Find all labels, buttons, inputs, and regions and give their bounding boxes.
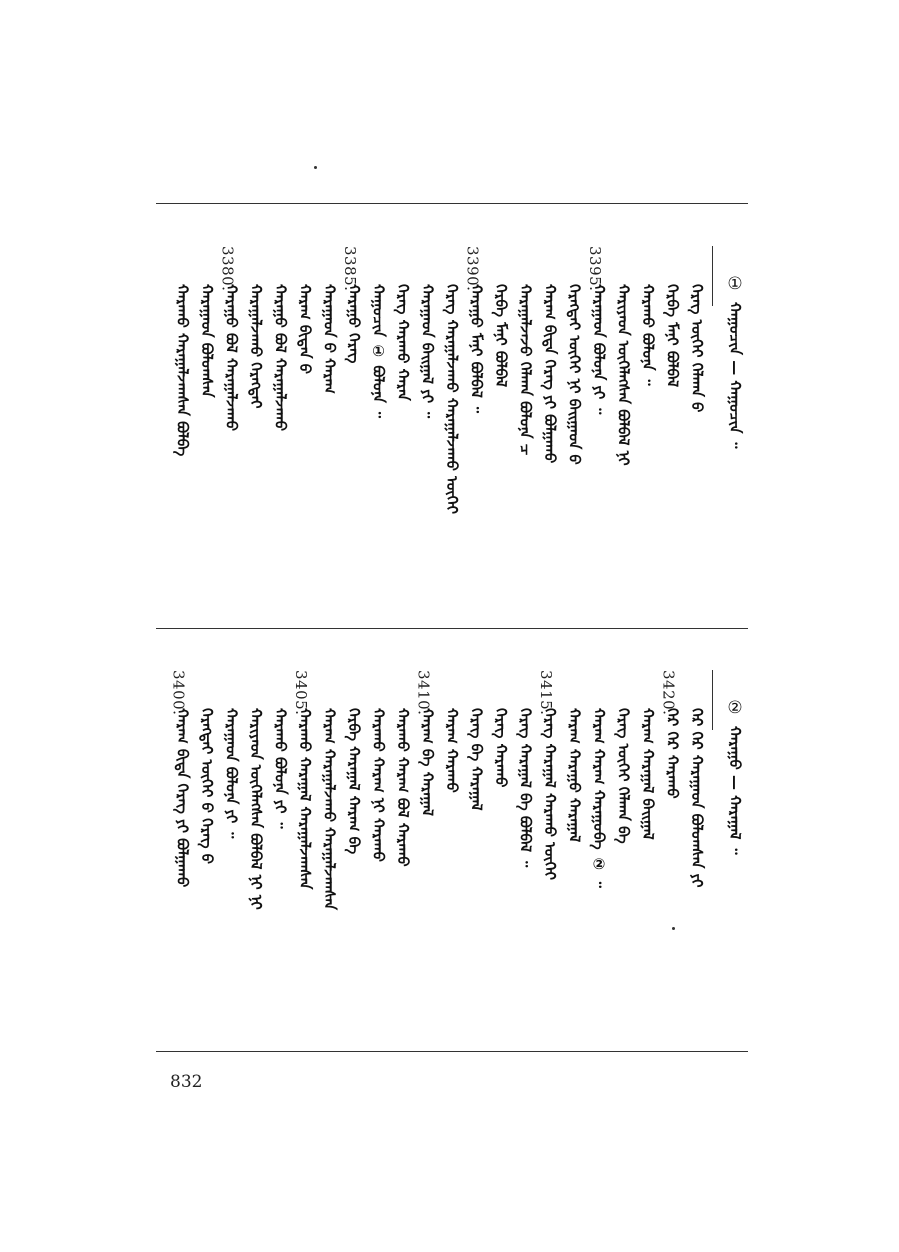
verse-text: ᠬᠠᠷᠠᠬᠤ ᠪᠣᠯᠤᠨᠠ ᠶᠢ ᠃ <box>271 708 290 829</box>
verse-text: ᠬᠠᠷᠠᠭ ᠬᠠᠷᠠᠭᠤ ᠬᠠᠷᠠᠭᠠᠯ <box>565 708 584 843</box>
line-number: 3390. <box>463 246 482 292</box>
verse-line <box>268 246 294 646</box>
verse-line <box>268 670 294 1070</box>
verse-line <box>390 670 416 1070</box>
verse-text: ᠬᠡᠷᠪᠡ ᠬᠠᠷᠠᠭᠠᠯ ᠬᠠᠷᠠᠭ ᠪᠠ <box>345 708 363 855</box>
verse-text: ᠬᠠᠷᠠᠬᠤ ᠪᠣᠯᠤᠨᠠ ᠃ <box>639 284 657 386</box>
verse-line <box>170 246 196 646</box>
verse-line <box>439 670 465 1070</box>
verse-text: ᠬᠠᠷᠠᠭᠤ ᠪᠣᠯ ᠬᠠᠷᠠᠭᠠᠯᠵᠠᠬᠤ <box>222 284 241 432</box>
verse-line <box>170 670 196 1070</box>
verse-text: ᠬᠡᠷᠡᠭ ᠪᠠ ᠬᠠᠷᠠᠭᠠᠯ <box>467 708 486 811</box>
verse-text: ᠬᠠᠷᠠᠭᠠᠳ ᠪᠣᠯᠤᠨᠠ ᠶᠢ ᠃ <box>222 708 241 839</box>
verse-line <box>292 246 318 646</box>
verse-text: ᠬᠡᠷᠪᠡ ᠮᠠᠨᠢ ᠪᠣᠯᠪᠠᠯ <box>492 284 510 388</box>
footnote-separator <box>712 670 713 730</box>
verse-line <box>562 246 588 646</box>
verse-text: ᠬᠠᠷᠠᠭᠤ ᠪᠣᠯ ᠬᠠᠷᠠᠭᠠᠯᠵᠠᠬᠤ <box>271 284 290 432</box>
verse-line <box>341 670 367 1070</box>
footnote-marker: ② <box>725 698 745 718</box>
verse-text: ᠬᠠᠷᠠᠭ ᠪᠢᠳᠡ ᠬᠡᠷᠡᠭ ᠶᠢ ᠪᠣᠯᠭᠠᠬᠤ <box>173 708 192 888</box>
verse-line <box>635 246 661 646</box>
verse-line <box>317 670 343 1070</box>
verse-line <box>366 670 392 1070</box>
line-number: 3385. <box>341 246 359 292</box>
verse-line <box>194 246 220 646</box>
upper-panel <box>160 246 750 626</box>
verse-line <box>660 246 686 646</box>
line-number: 3405. <box>292 670 310 716</box>
verse-text: ᠬᠠᠷᠠᠭ ᠪᠢᠳᠡ ᠬᠡᠷᠡᠭ ᠶᠢ ᠪᠣᠯᠭᠠᠬᠤ <box>541 284 559 464</box>
verse-line <box>488 670 514 1070</box>
footnote-text: ᠬᠠᠷᠠᠭᠤ — ᠬᠠᠷᠠᠭᠠᠯ ᠃ <box>726 726 744 855</box>
verse-line <box>243 670 269 1070</box>
verse-line <box>611 246 637 646</box>
verse-text: ᠬᠠᠭᠤᠴᠢᠨ ① ᠪᠣᠯᠤᠨᠠ ᠃ <box>369 284 388 419</box>
verse-text: ᠬᠡᠷᠡᠭᠲᠡᠢ ᠦᠭᠡᠢ ᠪ ᠬᠡᠷᠡᠭ ᠪ <box>198 708 216 864</box>
verse-line <box>537 670 563 1070</box>
verse-text: ᠬᠡᠷᠡᠭ ᠬᠠᠷᠠᠭᠠᠯ ᠪᠠ ᠪᠣᠯᠪᠠᠯ ᠃ <box>516 708 535 868</box>
line-number: 3380. <box>218 246 237 292</box>
verse-text: ᠬᠠᠷᠠᠭ ᠬᠠᠷᠠᠭᠠᠯᠵᠠᠬᠤ ᠬᠠᠷᠠᠭᠠᠯᠵᠠᠭᠰᠠᠨ <box>320 708 339 911</box>
line-number: 3415. <box>537 670 555 716</box>
verse-text: ᠬᠡᠷᠡᠭ ᠦᠭᠡᠢ ᠬᠡᠯᠡᠭ᠍ᠡ ᠪ <box>688 284 706 413</box>
verse-text: ᠬᠠᠷᠠᠭᠠᠳ ᠪᠣᠯᠤᠨᠠ ᠶᠢ ᠃ <box>590 284 608 415</box>
verse-text: ᠬᠠᠷᠠᠬᠤ ᠬᠠᠷᠠᠭ ᠨᠢ ᠬᠠᠷᠠᠬᠤ <box>369 708 388 862</box>
line-number: 3420. <box>659 670 678 716</box>
line-number: 3400. <box>169 670 188 716</box>
verse-text: ᠬᠠᠷᠠᠭ ᠪᠠ ᠬᠠᠷᠠᠭᠠᠯ <box>418 708 437 816</box>
verse-text: ᠬᠠᠷᠠᠭ ᠬᠠᠷᠠᠭᠠᠯ ᠪᠠᠢᠭᠠᠯ <box>639 708 657 840</box>
verse-line <box>586 670 612 1070</box>
verse-line <box>415 670 441 1070</box>
verse-text: ᠬᠠᠷᠠᠭ ᠬᠠᠷᠠᠬᠤ <box>443 708 461 793</box>
verse-text: ᠬᠡᠷᠡᠭ ᠬᠠᠷᠠᠬᠤ <box>492 708 510 788</box>
verse-line <box>562 670 588 1070</box>
verse-line <box>684 670 710 1070</box>
verse-line <box>390 246 416 646</box>
verse-text: ᠬᠠᠷᠠᠬᠤ ᠬᠠᠷᠠᠭᠠᠯᠵᠠᠭᠰᠠᠨ ᠪᠣᠯᠪᠠ <box>173 284 192 457</box>
verse-line <box>243 246 269 646</box>
verse-text: ᠬᠡᠷᠡᠭ ᠬᠠᠷᠠᠬᠤ ᠬᠠᠷᠠᠨ <box>394 284 412 401</box>
speck <box>314 166 317 169</box>
verse-line <box>464 246 490 646</box>
verse-text: ᠬᠡᠷ ᠬᠡᠷ ᠬᠠᠷᠠᠭᠠᠳ ᠪᠣᠯᠤᠭᠰᠠᠨ ᠶᠢ <box>688 708 706 888</box>
verse-text: ᠬᠠᠷᠠᠭᠠᠳ ᠪ ᠬᠠᠷᠠᠭ <box>320 284 339 394</box>
verse-text: ᠬᠡᠷᠡᠭ ᠬᠠᠷᠠᠭᠠᠯ ᠬᠠᠷᠠᠬᠤ ᠦᠭᠡᠢ <box>541 708 559 881</box>
footnote-marker: ① <box>725 274 745 294</box>
verse-text: ᠬᠠᠷᠠᠭᠠᠳ ᠪᠣᠯᠤᠭᠰᠠᠨ <box>198 284 216 398</box>
footnote <box>722 274 748 674</box>
verse-text: ᠬᠠᠷᠢᠶᠠᠳ ᠦᠭᠡᠯᠡᠭᠰᠡᠨ ᠪᠣᠯᠪᠠᠯ ᠨᠢ <box>614 284 633 466</box>
verse-line <box>488 246 514 646</box>
verse-text: ᠬᠡᠷᠪᠡ ᠮᠠᠨᠢ ᠪᠣᠯᠪᠠᠯ <box>663 284 682 388</box>
verse-line <box>611 670 637 1070</box>
footnote-separator <box>712 246 713 306</box>
verse-line <box>194 670 220 1070</box>
line-number: 3395. <box>586 246 604 292</box>
footnote <box>722 698 748 1098</box>
verse-line <box>439 246 465 646</box>
verse-text: ᠬᠠᠷᠠᠭᠠᠯᠵᠠᠬᠤ ᠬᠡᠷᠡᠭᠲᠡᠢ <box>247 284 265 409</box>
verse-line <box>513 246 539 646</box>
verse-text: ᠬᠡᠷᠡᠭ ᠦᠭᠡᠢ ᠬᠡᠯᠡᠭ᠍ᠡ ᠪᠠ <box>614 708 633 844</box>
verse-text: ᠬᠠᠷᠠᠭ ᠬᠠᠷᠠᠭ ᠬᠠᠷᠠᠭᠤᠪᠠ ② ᠃ <box>590 708 608 888</box>
verse-line <box>341 246 367 646</box>
footnote-text: ᠬᠠᠭᠤᠴᠢᠨ — ᠬᠠᠭᠤᠴᠢᠨ ᠃ <box>726 302 744 449</box>
verse-text: ᠬᠡᠷᠡᠭᠲᠡᠢ ᠦᠭᠡᠢ ᠨᠢ ᠪᠠᠢᠭᠠᠳ ᠪ <box>565 284 584 465</box>
verse-text: ᠬᠠᠷᠢᠶᠠᠳ ᠦᠭᠡᠯᠡᠭᠰᠡᠨ ᠪᠣᠯᠪᠠᠯ ᠨᠢ ᠨᠢ <box>247 708 265 910</box>
verse-line <box>586 246 612 646</box>
lower-panel <box>160 670 750 1050</box>
verse-line <box>537 246 563 646</box>
verse-line <box>684 246 710 646</box>
verse-line <box>219 670 245 1070</box>
line-number: 3410. <box>414 670 433 716</box>
verse-line <box>660 670 686 1070</box>
verse-line <box>219 246 245 646</box>
verse-text: ᠬᠡᠷᠡᠭ ᠬᠠᠷᠠᠭᠠᠯᠵᠠᠬᠤ ᠬᠠᠷᠠᠭᠠᠯᠵᠠᠬᠤ ᠦᠭᠡᠢ <box>443 284 461 515</box>
page-number: 832 <box>170 1072 203 1092</box>
verse-line <box>415 246 441 646</box>
verse-line <box>317 246 343 646</box>
verse-text: ᠬᠠᠷᠠᠭᠤ ᠬᠡᠷᠡᠭ <box>345 284 363 364</box>
verse-text: ᠬᠠᠷᠠᠭᠠᠯᠵᠠᠵᠤ ᠬᠡᠯᠡᠭ᠍ᠡ ᠪᠣᠯᠤᠨᠠ ᠴ <box>516 284 535 456</box>
top-rule <box>156 203 748 204</box>
verse-line <box>513 670 539 1070</box>
verse-text: ᠬᠠᠷᠠᠬᠤ ᠬᠠᠷᠠᠭᠠᠯ ᠬᠠᠷᠠᠭᠠᠯᠵᠠᠭᠰᠠᠨ <box>296 708 314 890</box>
verse-text: ᠬᠠᠷᠠᠭᠠᠳ ᠪᠠᠢᠭᠠᠯ ᠶᠢ ᠃ <box>418 284 437 419</box>
verse-text: ᠬᠠᠷᠠᠭᠤ ᠮᠠᠨᠢ ᠪᠣᠯᠪᠠᠯ ᠃ <box>467 284 486 413</box>
verse-text: ᠬᠡᠷ ᠬᠡᠷ ᠬᠠᠷᠠᠬᠤ <box>663 708 682 799</box>
verse-text: ᠬᠠᠷᠠᠭ ᠪᠢᠳᠡᠨ ᠪ <box>296 284 314 374</box>
verse-line <box>464 670 490 1070</box>
verse-line <box>635 670 661 1070</box>
verse-line <box>366 246 392 646</box>
verse-text: ᠬᠠᠷᠠᠬᠤ ᠬᠠᠷᠠᠭ ᠪᠣᠯ ᠬᠠᠷᠠᠬᠤ <box>394 708 412 867</box>
verse-line <box>292 670 318 1070</box>
